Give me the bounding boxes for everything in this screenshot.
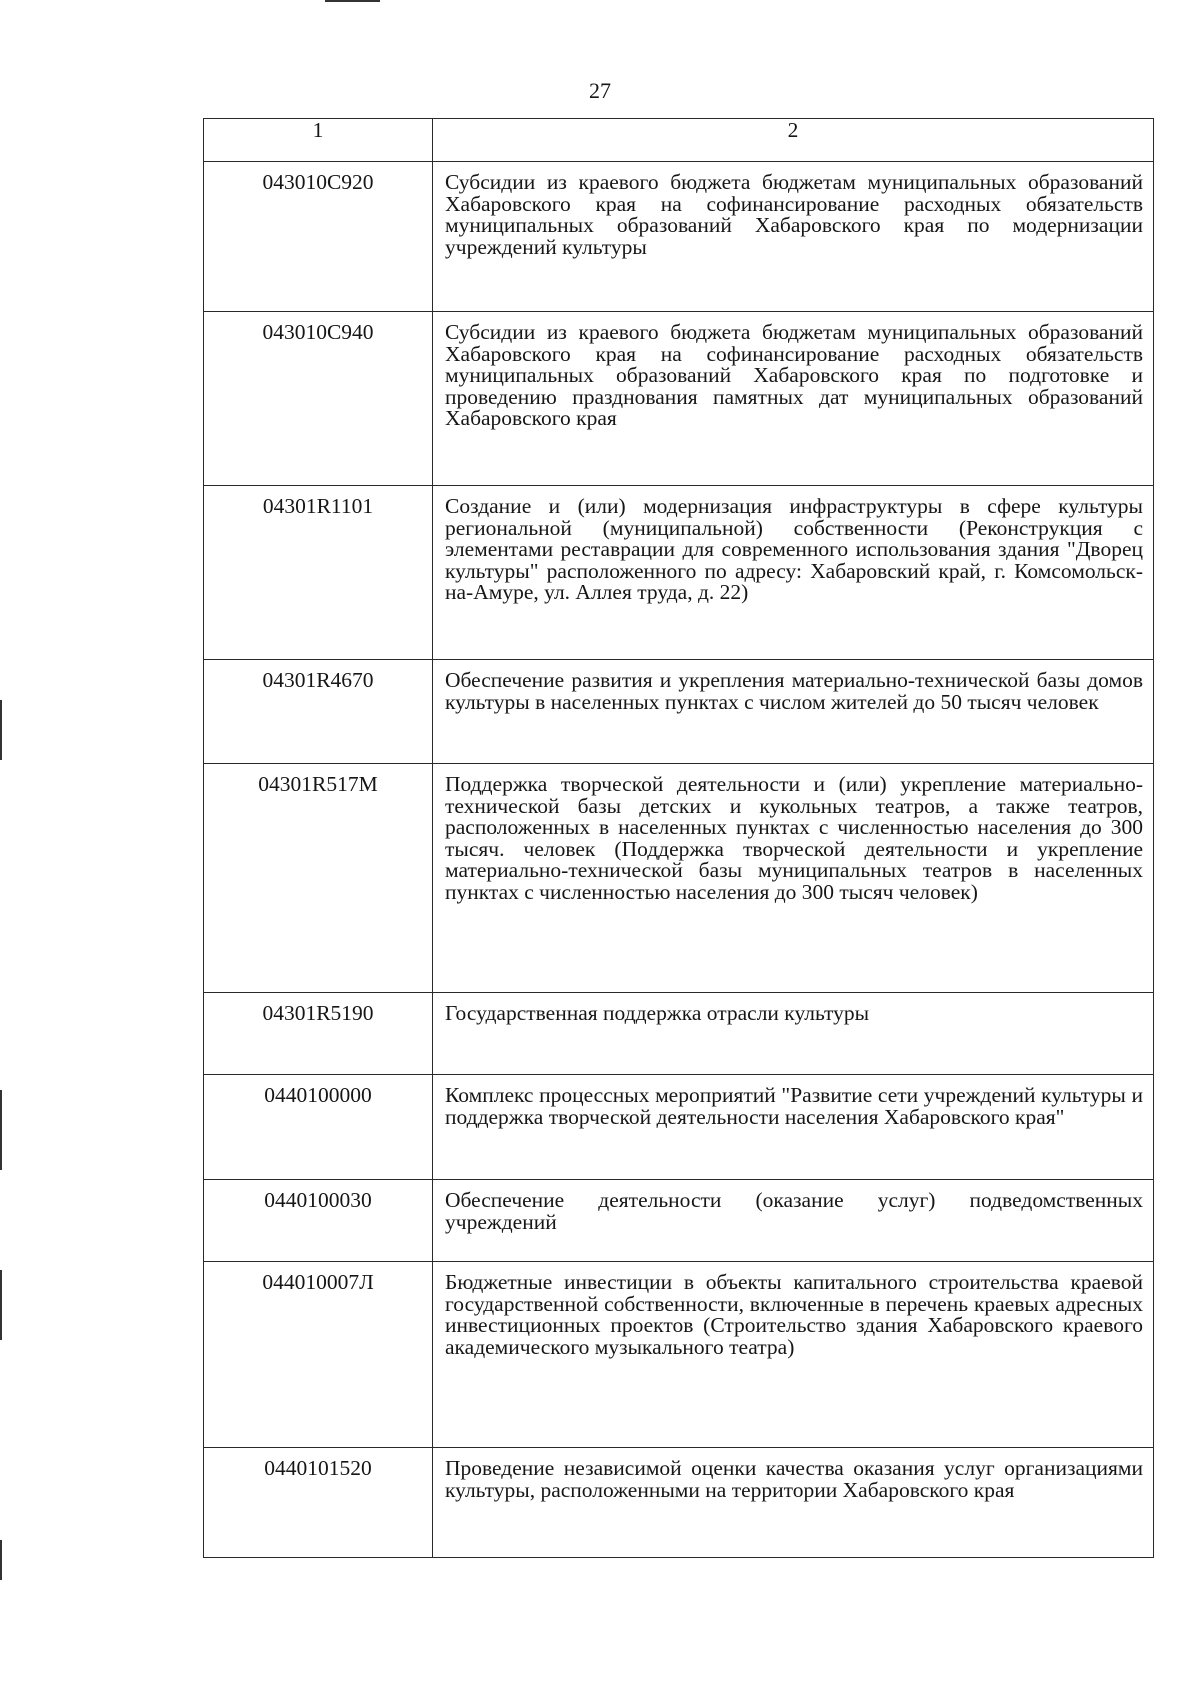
row-description: Обеспечение развития и укрепления материально-технической базы домов культуры в населенных пунктах с числом жителей до 50 тысяч человек	[433, 660, 1154, 764]
scan-mark	[0, 1540, 2, 1580]
table-header-row	[204, 119, 1154, 162]
header-col-2: 2	[433, 119, 1154, 162]
row-code: 044010007Л	[204, 1262, 433, 1448]
page-number: 27	[589, 78, 611, 103]
table-row	[204, 1448, 1154, 1558]
header-col-1: 1	[204, 119, 433, 162]
row-code: 0440100000	[204, 1075, 433, 1180]
row-description: Бюджетные инвестиции в объекты капитального строительства краевой государственной собственности, включенные в перечень краевых адресных инвестиционных проектов (Строительство здания Хабаровского краевого академического музыкального театра)	[433, 1262, 1154, 1448]
scan-mark	[0, 1090, 2, 1170]
row-code: 043010C920	[204, 162, 433, 312]
row-description: Обеспечение деятельности (оказание услуг) подведомственных учреждений	[433, 1180, 1154, 1262]
row-code: 0440100030	[204, 1180, 433, 1262]
row-description: Субсидии из краевого бюджета бюджетам муниципальных образований Хабаровского края на софинансирование расходных обязательств муниципальных образований Хабаровского края по модернизации учреждений культуры	[433, 162, 1154, 312]
table-row	[204, 1262, 1154, 1448]
row-code: 04301R5190	[204, 993, 433, 1075]
table-row	[204, 162, 1154, 312]
row-description: Субсидии из краевого бюджета бюджетам муниципальных образований Хабаровского края на софинансирование расходных обязательств муниципальных образований Хабаровского края по подготовке и проведению празднования памятных дат муниципальных образований Хабаровского края	[433, 312, 1154, 486]
table-row	[204, 486, 1154, 660]
row-code: 043010C940	[204, 312, 433, 486]
scan-mark	[325, 0, 380, 2]
table-row	[204, 660, 1154, 764]
row-code: 04301R4670	[204, 660, 433, 764]
row-description: Комплекс процессных мероприятий "Развитие сети учреждений культуры и поддержка творческой деятельности населения Хабаровского края"	[433, 1075, 1154, 1180]
row-code: 04301R1101	[204, 486, 433, 660]
row-description: Проведение независимой оценки качества оказания услуг организациями культуры, расположенными на территории Хабаровского края	[433, 1448, 1154, 1558]
row-code: 04301R517M	[204, 764, 433, 993]
table-row	[204, 993, 1154, 1075]
table-row	[204, 1075, 1154, 1180]
table-row	[204, 1180, 1154, 1262]
scan-mark	[0, 1270, 2, 1340]
row-description: Государственная поддержка отрасли культуры	[433, 993, 1154, 1075]
budget-code-table	[203, 118, 1154, 1558]
table-row	[204, 764, 1154, 993]
table-row	[204, 312, 1154, 486]
row-code: 0440101520	[204, 1448, 433, 1558]
scan-mark	[0, 700, 2, 760]
row-description: Поддержка творческой деятельности и (или) укрепление материально-технической базы детских и кукольных театров, а также театров, расположенных в населенных пунктах с численностью населения до 300 тысяч. человек (Поддержка творческой деятельности и укрепление материально-технической базы муниципальных театров в населенных пунктах с численностью населения до 300 тысяч человек)	[433, 764, 1154, 993]
row-description: Создание и (или) модернизация инфраструктуры в сфере культуры региональной (муниципальной) собственности (Реконструкция с элементами реставрации для современного использования здания "Дворец культуры" расположенного по адресу: Хабаровский край, г. Комсомольск-на-Амуре, ул. Аллея труда, д. 22)	[433, 486, 1154, 660]
